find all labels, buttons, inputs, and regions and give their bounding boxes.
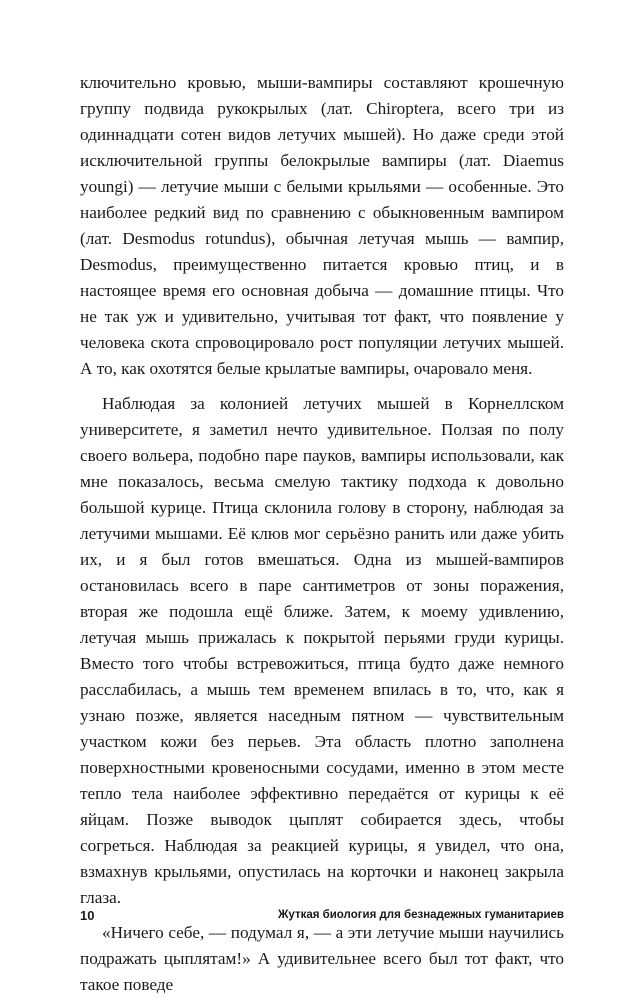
paragraph-quote: «Ничего себе, — подумал я, — а эти летучие мыши научились подражать цыплятам!» А удивительнее всего был тот факт, что такое поведе — [80, 923, 564, 994]
page-footer — [80, 908, 564, 928]
page-number: 10 — [80, 908, 95, 923]
running-title: Жуткая биология для безнадежных гуманитариев — [278, 909, 564, 921]
body-text — [80, 70, 564, 998]
paragraph-continuation: ключительно кровью, мыши-вампиры составляют крошечную группу подвида рукокрылых (лат. Chiroptera, всего три из одиннадцати сотен видов летучих мышей). Но даже среди этой исключительной группы белокрылые вампиры (лат. Diaemus youngi) — летучие мыши с белыми крыльями — особенные. Это наиболее редкий вид по сравнению с обыкновенным вампиром (лат. Desmodus rotundus), обычная летучая мышь — вампир, Desmodus, преимущественно питается кровью птиц, и в настоящее время его основная добыча — домашние птицы. Что не так уж и удивительно, учитывая тот факт, что появление у человека скота спровоцировало рост популяции летучих мышей. А то, как охотятся белые крылатые вампиры, очаровало меня. — [80, 73, 564, 378]
paragraph-observation: Наблюдая за колонией летучих мышей в Корнеллском университете, я заметил нечто удивительное. Ползая по полу своего вольера, подобно паре пауков, вампиры использовали, как мне показалось, весьма смелую тактику подхода к довольно большой курице. Птица склонила голову в сторону, наблюдая за летучими мышами. Её клюв мог серьёзно ранить или даже убить их, и я был готов вмешаться. Одна из мышей-вампиров остановилась всего в паре сантиметров от зоны поражения, вторая же подошла ещё ближе. Затем, к моему удивлению, летучая мышь прижалась к покрытой перьями груди курицы. Вместо того чтобы встревожиться, птица будто даже немного расслабилась, а мышь тем временем впилась в то, что, как я узнаю позже, является наседным пятном — чувствительным участком кожи без перьев. Эта область плотно заполнена поверхностными кровеносными сосудами, именно в этом месте тепло тела наиболее эффективно передаётся от курицы к её яйцам. Позже выводок цыплят собирается здесь, чтобы согреться. Наблюдая за реакцией курицы, я увидел, что она, взмахнув крыльями, опустилась на корточки и наконец закрыла глаза. — [80, 394, 564, 907]
